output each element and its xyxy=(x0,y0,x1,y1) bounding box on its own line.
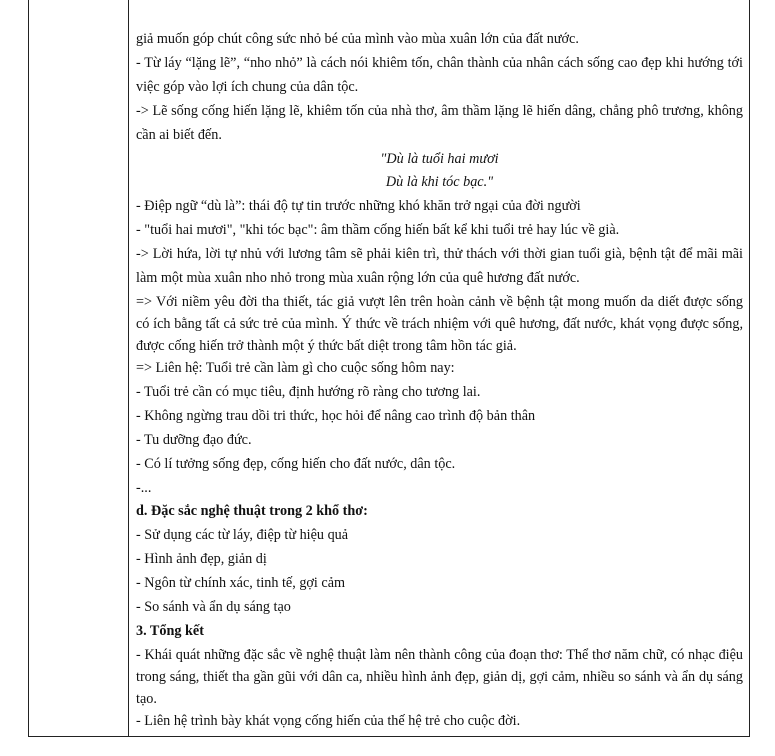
paragraph: - Có lí tưởng sống đẹp, cống hiến cho đất nước, dân tộc. xyxy=(136,455,456,472)
paragraph: - So sánh và ẩn dụ sáng tạo xyxy=(136,599,291,616)
paragraph: - Từ láy “lặng lẽ”, “nho nhỏ” là cách nói khiêm tốn, chân thành của nhân cách sống cao đẹp khi hướng tới việc góp vào lợi ích chung của dân tộc. xyxy=(136,54,743,95)
paragraph: => Với niềm yêu đời tha thiết, tác giả vượt lên trên hoàn cảnh về bệnh tật mong muốn da diết được sống có ích bằng tất cả sức trẻ của mình. Ý thức về trách nhiệm với quê hương, đất nước, khát vọng được sống, được cống hiến trở thành một ý thức bất diệt trong tâm hồn tác giả. xyxy=(136,293,743,354)
right-column-content xyxy=(136,28,743,734)
paragraph: -> Lời hứa, lời tự nhủ với lương tâm sẽ phải kiên trì, thử thách với thời gian tuổi già, bệnh tật để mãi mãi làm một mùa xuân nho nhỏ trong mùa xuân rộng lớn của quê hương đất nước. xyxy=(136,246,743,287)
poem-quote-line: Dù là khi tóc bạc." xyxy=(385,174,494,191)
paragraph: - Ngôn từ chính xác, tinh tế, gợi cảm xyxy=(136,575,346,592)
paragraph: => Liên hệ: Tuổi trẻ cần làm gì cho cuộc sống hôm nay: xyxy=(136,359,455,376)
paragraph: - Điệp ngữ “dù là”: thái độ tự tin trước những khó khăn trở ngại của đời người xyxy=(136,198,581,215)
paragraph: - Tuổi trẻ cần có mục tiêu, định hướng rõ ràng cho tương lai. xyxy=(136,383,481,400)
paragraph: - Không ngừng trau dồi tri thức, học hỏi để nâng cao trình độ bản thân xyxy=(136,407,536,424)
paragraph: -... xyxy=(136,479,152,496)
paragraph: - Liên hệ trình bày khát vọng cống hiến của thế hệ trẻ cho cuộc đời. xyxy=(136,712,521,729)
paragraph: - Hình ảnh đẹp, giản dị xyxy=(136,551,267,568)
paragraph: - "tuổi hai mươi", "khi tóc bạc": âm thầm cống hiến bất kể khi tuổi trẻ hay lúc về già. xyxy=(136,222,620,239)
paragraph: giả muốn góp chút công sức nhỏ bé của mình vào mùa xuân lớn của đất nước. xyxy=(136,31,579,47)
content-table xyxy=(28,0,750,737)
paragraph: - Sử dụng các từ láy, điệp từ hiệu quả xyxy=(136,527,349,544)
section-heading: d. Đặc sắc nghệ thuật trong 2 khổ thơ: xyxy=(136,503,368,520)
paragraph: - Tu dưỡng đạo đức. xyxy=(136,431,252,448)
left-column-cell xyxy=(29,0,129,736)
paragraph: - Khái quát những đặc sắc về nghệ thuật làm nên thành công của đoạn thơ: Thể thơ năm chữ, có nhạc điệu trong sáng, thiết tha gần gũi với dân ca, nhiều hình ảnh đẹp, giản dị, gợi cảm, nhiều so sánh và ẩn dụ sáng tạo. xyxy=(136,646,743,707)
poem-quote-line: "Dù là tuổi hai mươi xyxy=(380,150,499,167)
section-heading: 3. Tổng kết xyxy=(136,622,204,639)
paragraph: -> Lẽ sống cống hiến lặng lẽ, khiêm tốn của nhà thơ, âm thầm lặng lẽ hiến dâng, chẳng phô trương, không cần ai biết đến. xyxy=(136,102,743,143)
